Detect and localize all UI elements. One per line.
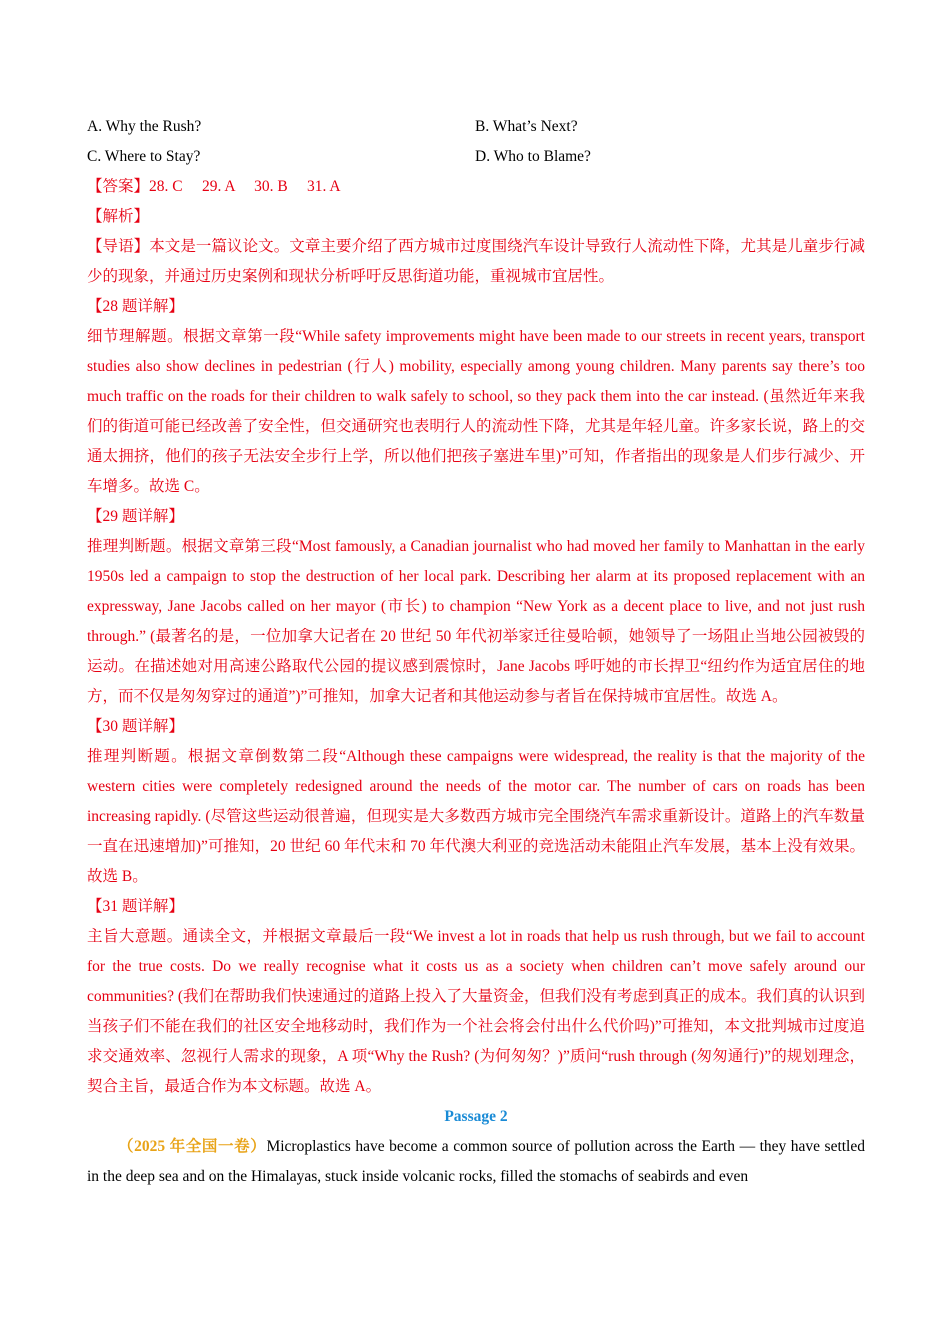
- passage-title: Passage 2: [444, 1108, 508, 1125]
- intro-paragraph: 【导语】本文是一篇议论文。文章主要介绍了西方城市过度围绕汽车设计导致行人流动性下降，尤其是儿童步行减少的现象，并通过历史案例和现状分析呼吁反思街道功能，重视城市宜居性。: [87, 238, 865, 285]
- q28-explanation: 细节理解题。根据文章第一段“While safety improvements might have been made to our streets in recent years, transport studies also show declines in pedestrian (行人) mobility, especially among young children. Many parents say there’s too much traffic on the roads for their children to walk safely to school, so they pack them into the car instead. (虽然近年来我们的街道可能已经改善了安全性，但交通研究也表明行人的流动性下降，尤其是年轻儿童。许多家长说，路上的交通太拥挤，他们的孩子无法安全步行上学，所以他们把孩子塞进车里)”可知，作者指出的现象是人们步行减少、开车增多。故选 C。: [87, 328, 865, 495]
- q31-heading: 【31 题详解】: [87, 898, 184, 915]
- passage-text: Microplastics have become a common source of pollution across the Earth — they have settled in the deep sea and on the Himalayas, stuck inside volcanic rocks, filled the stomachs of seabirds and even: [87, 1138, 865, 1185]
- document-page: [87, 112, 865, 1192]
- q28-heading: 【28 题详解】: [87, 298, 184, 315]
- options-row-1: [87, 112, 865, 142]
- option-c: C. Where to Stay?: [87, 148, 201, 165]
- q30-explanation: 推理判断题。根据文章倒数第二段“Although these campaigns were widespread, the reality is that the majority of the western cities were completely redesigned around the needs of the motor car. The number of cars on roads has been increasing rapidly. (尽管这些运动很普遍，但现实是大多数西方城市完全围绕汽车需求重新设计。道路上的汽车数量一直在迅速增加)”可推知，20 世纪 60 年代末和 70 年代澳大利亚的竞选活动未能阻止汽车发展，基本上没有效果。故选 B。: [87, 748, 865, 885]
- q29-explanation: 推理判断题。根据文章第三段“Most famously, a Canadian journalist who had moved her family to Manhattan in the early 1950s led a campaign to stop the destruction of her local park. Describing her alarm at its proposed replacement with an expressway, Jane Jacobs called on her mayor (市长) to champion “New York as a decent place to live, and not just rush through.” (最著名的是，一位加拿大记者在 20 世纪 50 年代初举家迁往曼哈顿，她领导了一场阻止当地公园被毁的运动。在描述她对用高速公路取代公园的提议感到震惊时，Jane Jacobs 呼吁她的市长捍卫“纽约作为适宜居住的地方，而不仅是匆匆穿过的通道”)”可推知，加拿大记者和其他运动参与者旨在保持城市宜居性。故选 A。: [87, 538, 865, 705]
- options-row-2: [87, 142, 865, 172]
- q29-heading: 【29 题详解】: [87, 508, 184, 525]
- option-d: D. Who to Blame?: [475, 148, 591, 165]
- analysis-heading: 【解析】: [87, 208, 150, 225]
- passage-paragraph: [87, 1132, 865, 1192]
- option-a: A. Why the Rush?: [87, 118, 202, 135]
- option-b: B. What’s Next?: [475, 118, 578, 135]
- passage-source: （2025 年全国一卷）: [118, 1138, 267, 1155]
- q31-explanation: 主旨大意题。通读全文，并根据文章最后一段“We invest a lot in roads that help us rush through, but we fail to account for the true costs. Do we really recognise what it costs us as a society when children can’t move safely around our communities? (我们在帮助我们快速通过的道路上投入了大量资金，但我们没有考虑到真正的成本。我们真的认识到当孩子们不能在我们的社区安全地移动时，我们作为一个社会将会付出什么代价吗)”可推知，本文批判城市过度追求交通效率、忽视行人需求的现象，A 项“Why the Rush? (为何匆匆？)”质问“rush through (匆匆通行)”的规划理念，契合主旨，最适合作为本文标题。故选 A。: [87, 928, 865, 1095]
- q30-heading: 【30 题详解】: [87, 718, 184, 735]
- answer-line: 【答案】28. C 29. A 30. B 31. A: [87, 178, 341, 195]
